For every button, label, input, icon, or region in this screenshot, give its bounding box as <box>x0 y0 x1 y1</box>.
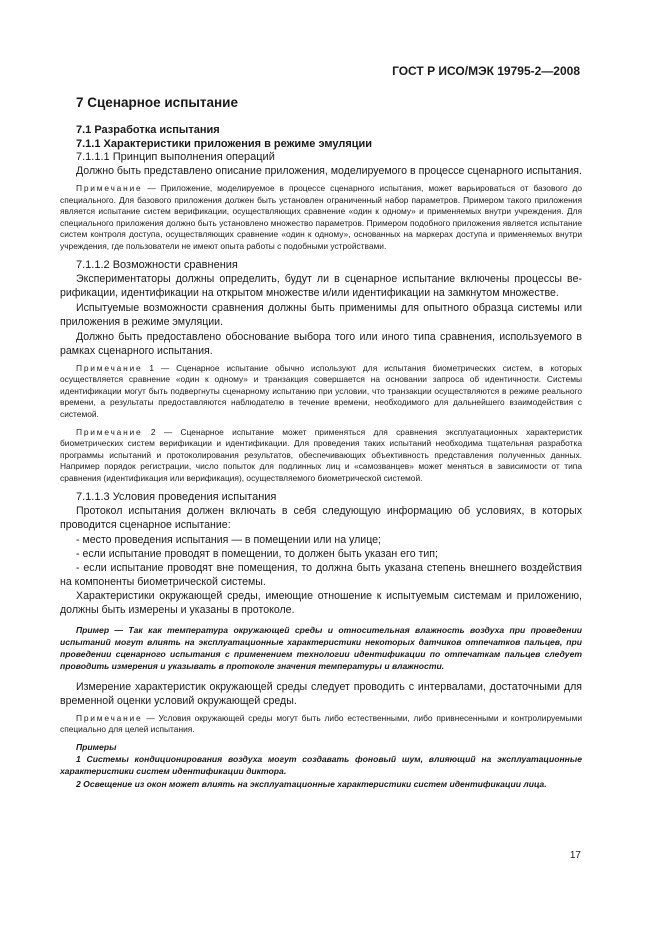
note-text: 2 — Сценарное испытание может применяться для сравнения эксплуатационных характеристик биометрических систем верификации и идентификации. Для проведения таких испытаний необходима тщательная разработка программы испытаний и протоколирования результатов, обеспечивающих объективность представления полученных данных. Например порядок регистрации, число попыток для подлинных лиц и «самозванцев» может меняться в зависимости от типа сравнения (идентификация или верификация), осуществляемого биометрической системой. <box>60 426 582 483</box>
page-number: 17 <box>569 850 581 861</box>
note-label: Примечание <box>76 712 143 723</box>
paragraph: Должно быть предоставлено обоснование выбора того или иного типа сравнения, используемого в рамках сценарного испытания. <box>60 330 582 357</box>
example-item: 2 Освещение из окон может влиять на эксплуатационные характеристики систем идентификации лица. <box>76 778 547 789</box>
examples-heading: Примеры <box>76 741 117 752</box>
paragraph: Измерение характеристик окружающей среды следует проводить с интервалами, достаточными для временной оценки условий окружающей среды. <box>60 680 582 707</box>
note-label: Примечание <box>76 426 143 437</box>
paragraph: Должно быть представлено описание приложения, моделируемого в процессе сценарного испытания. <box>76 165 582 177</box>
paragraph: Испытуемые возможности сравнения должны быть применимы для опытного образца системы или приложения в режиме эмуляции. <box>60 301 582 328</box>
example-item: 1 Системы кондиционирования воздуха могут создавать фоновый шум, влияющий на эксплуатационные характеристики систем идентификации диктора. <box>60 753 582 776</box>
note <box>60 183 582 253</box>
note-text: 1 — Сценарное испытание обычно используют для испытания биометрических систем, в которых осуществляется сравнение «один к одному» и транзакция совершается на основании запроса об идентичности. Системы идентификации могут быть подвергнуты сценарному испытанию при условии, что транзакции осуществляются в режиме реального времени, а результаты предоставляются наблюдателю в течение времени, необходимого для дальнейшего взаимодействия с системой. <box>60 362 582 419</box>
standard-header: ГОСТ Р ИСО/МЭК 19795-2—2008 <box>392 64 580 78</box>
clause-7-1-1-1-title: 7.1.1.1 Принцип выполнения операций <box>76 151 275 163</box>
paragraph: Протокол испытания должен включать в себя следующую информацию об условиях, в которых проводится сценарное испытание: <box>60 504 582 531</box>
main-content <box>60 95 582 791</box>
list-item: - если испытание проводят в помещении, то должен быть указан его тип; <box>76 547 438 560</box>
list-item: - если испытание проводят вне помещения, то должна быть указана степень внешнего воздействия на компоненты биометрической системы. <box>60 561 582 588</box>
note-text: — Условия окружающей среды могут быть либо естественными, либо привнесенными и контролируемыми специально для целей испытания. <box>60 712 582 735</box>
subsubsection-title: 7.1.1 Характеристики приложения в режиме эмуляции <box>76 138 373 150</box>
example: Пример — Так как температура окружающей среды и относительная влажность воздуха при проведении испытаний могут влиять на эксплуатационные характеристики некоторых датчиков отпечатков пальцев, при проведении сценарного испытания с применением технологии идентификации по отпечаткам пальцев следует проводить измерения и указывать в протоколе значения температуры и влажности. <box>60 624 582 671</box>
section-title: 7 Сценарное испытание <box>76 95 238 110</box>
note-1 <box>60 363 582 421</box>
note-label: Примечание <box>76 362 143 373</box>
note-2 <box>60 427 582 485</box>
list-item: - место проведения испытания — в помещении или на улице; <box>76 533 381 546</box>
note-label: Примечание <box>76 183 143 193</box>
subsection-title: 7.1 Разработка испытания <box>76 124 220 136</box>
note-text: — Приложение, моделируемое в процессе сценарного испытания, может варьироваться от базового до специального. Для базового приложения должен быть установлен ограниченный набор параметров. Примером такого приложения является испытание систем верификации, осуществляющих сравнение «один к одному» и применяемых внутри учреждения. Для специального приложения должно быть установлено множество параметров. Примером подобного приложения является испытание систем контроля доступа, осуществляющих сравнение «один к одному», основанных на маркерах доступа и применяемых внутри учреждения, где пользователи не имеют опыта работы с подобными устройствами. <box>60 183 582 251</box>
note <box>60 713 582 736</box>
clause-7-1-1-2-title: 7.1.1.2 Возможности сравнения <box>76 258 238 271</box>
paragraph: Экспериментаторы должны определить, будут ли в сценарное испытание включены процессы верификации, идентификации на открытом множестве и/или идентификации на замкнутом множестве. <box>60 272 582 299</box>
paragraph: Характеристики окружающей среды, имеющие отношение к испытуемым системам и приложению, должны быть измерены и указаны в протоколе. <box>60 589 582 616</box>
clause-7-1-1-3-title: 7.1.1.3 Условия проведения испытания <box>76 490 277 503</box>
